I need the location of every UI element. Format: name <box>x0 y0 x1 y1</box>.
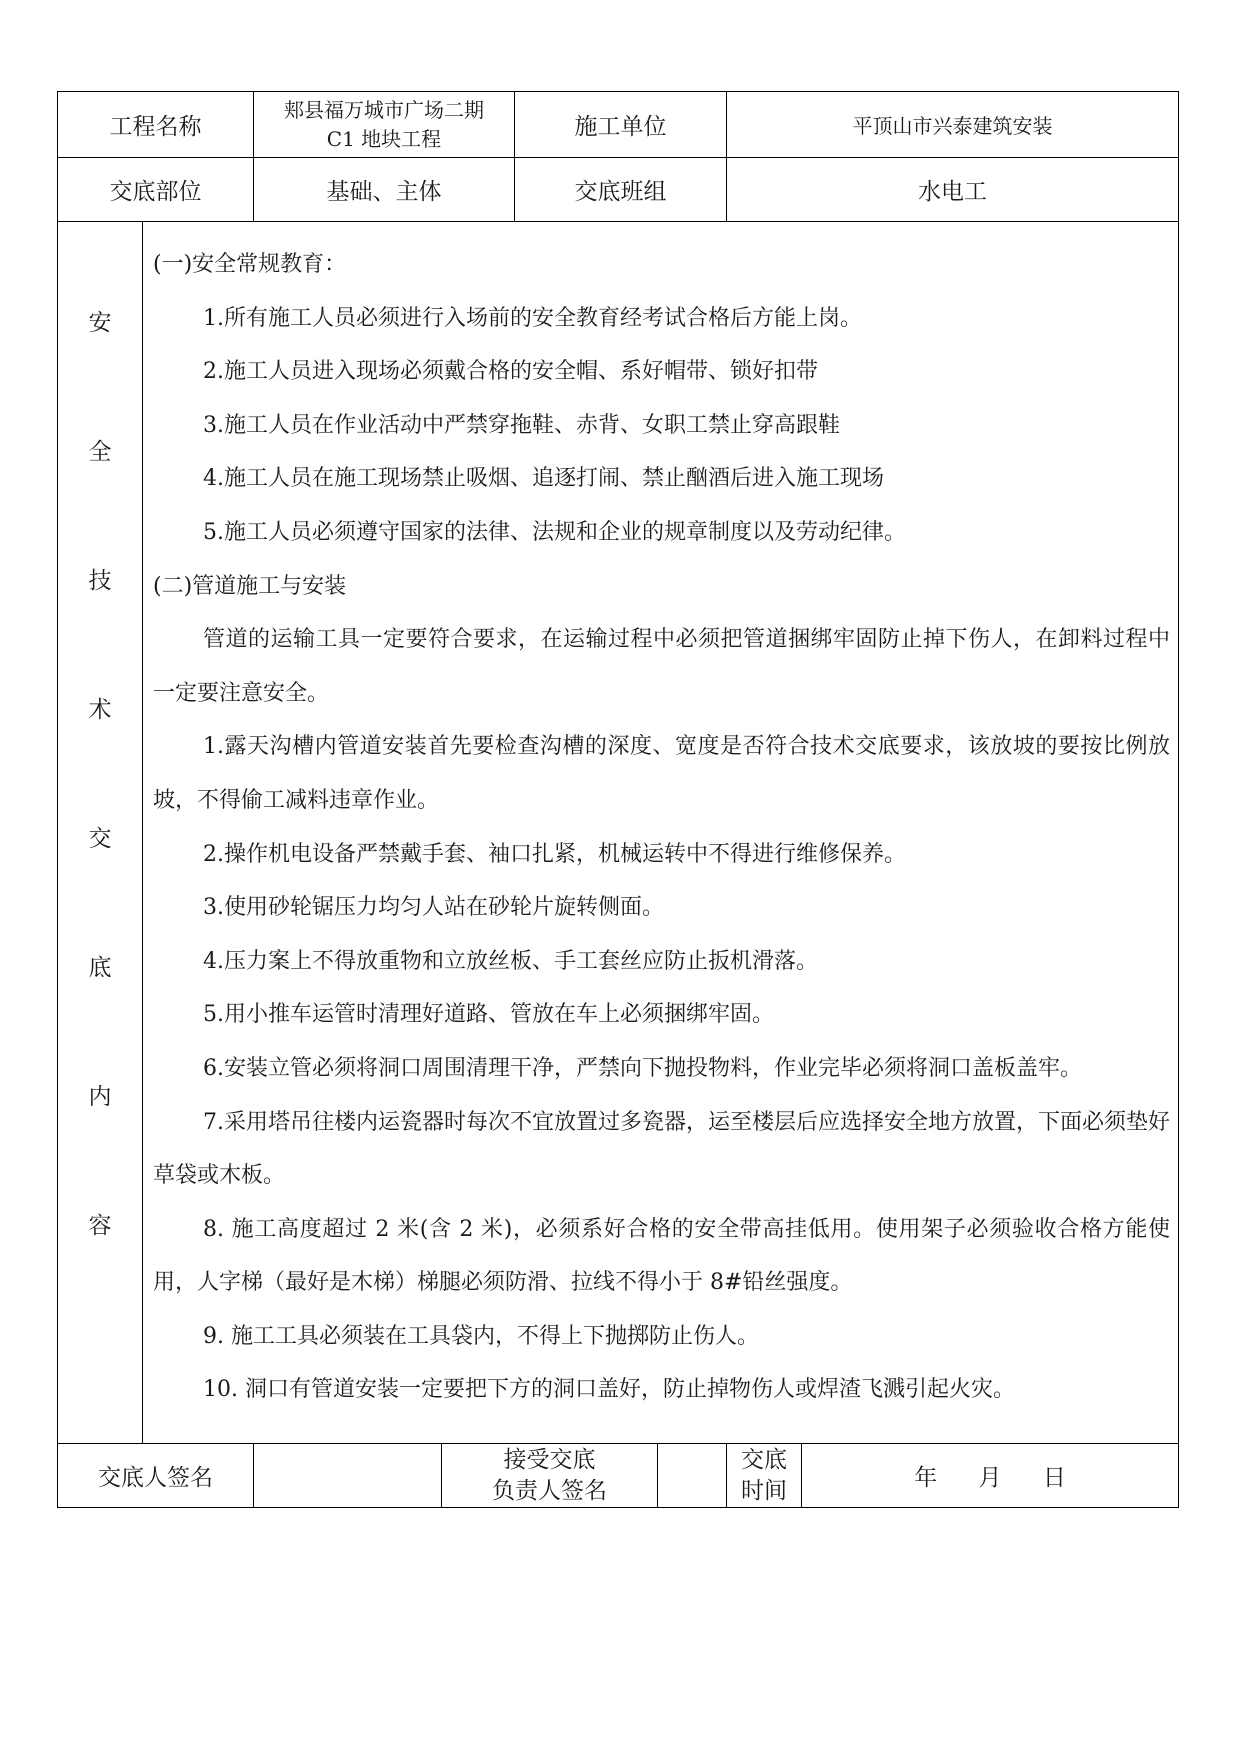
team-value: 水电工 <box>727 158 1179 222</box>
briefing-content <box>143 222 1179 1444</box>
safety-briefing-table <box>57 91 1179 1508</box>
team-label: 交底班组 <box>515 158 727 222</box>
time-label-line1: 交底 <box>741 1446 787 1473</box>
project-name-line2: C1 地块工程 <box>326 126 442 151</box>
section-heading-general: (一)安全常规教育： <box>153 252 347 277</box>
pipe-safety-item: 3.使用砂轮锯压力均匀人站在砂轮片旋转侧面。 <box>203 895 664 921</box>
section-label-char: 容 <box>88 1213 112 1239</box>
contractor-value: 平顶山市兴泰建筑安装 <box>727 92 1179 158</box>
section-heading-pipe: (二)管道施工与安装 <box>153 573 347 599</box>
briefing-time-label <box>727 1444 802 1508</box>
project-name-value <box>254 92 515 158</box>
general-safety-list <box>153 292 1170 560</box>
section-vertical-label <box>58 222 143 1444</box>
section-label-char: 交 <box>88 826 112 852</box>
receiver-sign-field[interactable] <box>658 1444 727 1508</box>
pipe-safety-item: 5.用小推车运管时清理好道路、管放在车上必须捆绑牢固。 <box>203 1002 774 1028</box>
pipe-safety-item: 8. 施工高度超过 2 米(含 2 米)，必须系好合格的安全带高挂低用。使用架子必须验收合格方能使用，人字梯（最好是木梯）梯腿必须防滑、拉线不得小于 8#铅丝强度。 <box>153 1216 1170 1296</box>
section-label-chars <box>58 222 142 1342</box>
section-label-char: 技 <box>88 568 112 594</box>
issuer-sign-label: 交底人签名 <box>58 1444 254 1508</box>
header-row-location <box>58 158 1179 222</box>
pipe-safety-item: 2.操作机电设备严禁戴手套、袖口扎紧，机械运转中不得进行维修保养。 <box>203 841 906 867</box>
pipe-safety-item: 9. 施工工具必须装在工具袋内，不得上下抛掷防止伤人。 <box>203 1323 759 1349</box>
content-row <box>58 222 1179 1444</box>
pipe-safety-list <box>153 720 1170 1417</box>
time-label-line2: 时间 <box>741 1477 787 1504</box>
receiver-label-line1: 接受交底 <box>503 1446 596 1473</box>
briefing-date-field[interactable] <box>802 1444 1179 1508</box>
section-label-char: 内 <box>88 1084 112 1110</box>
header-row-project <box>58 92 1179 158</box>
pipe-safety-item: 4.压力案上不得放重物和立放丝板、手工套丝应防止扳机滑落。 <box>203 948 818 974</box>
general-safety-item: 2.施工人员进入现场必须戴合格的安全帽、系好帽带、锁好扣带 <box>203 359 818 385</box>
general-safety-item: 4.施工人员在施工现场禁止吸烟、追逐打闹、禁止酗酒后进入施工现场 <box>203 466 884 492</box>
date-day: 日 <box>1042 1465 1066 1492</box>
date-year: 年 <box>914 1465 938 1492</box>
section-label-char: 术 <box>88 697 112 723</box>
general-safety-item: 3.施工人员在作业活动中严禁穿拖鞋、赤背、女职工禁止穿高跟鞋 <box>203 412 840 438</box>
pipe-safety-item: 6.安装立管必须将洞口周围清理干净，严禁向下抛投物料，作业完毕必须将洞口盖板盖牢。 <box>203 1055 1082 1081</box>
general-safety-item: 1.所有施工人员必须进行入场前的安全教育经考试合格后方能上岗。 <box>203 305 862 331</box>
location-value: 基础、主体 <box>254 158 515 222</box>
pipe-safety-item: 7.采用塔吊往楼内运瓷器时每次不宜放置过多瓷器，运至楼层后应选择安全地方放置，下面必须垫好草袋或木板。 <box>153 1109 1170 1189</box>
receiver-label-line2: 负责人签名 <box>492 1477 607 1504</box>
section-label-char: 底 <box>88 955 112 981</box>
pipe-intro-paragraph: 管道的运输工具一定要符合要求，在运输过程中必须把管道捆绑牢固防止掉下伤人，在卸料过程中一定要注意安全。 <box>153 627 1170 706</box>
general-safety-item: 5.施工人员必须遵守国家的法律、法规和企业的规章制度以及劳动纪律。 <box>203 519 906 545</box>
project-name-line1: 郏县福万城市广场二期 <box>284 97 484 122</box>
location-label: 交底部位 <box>58 158 254 222</box>
contractor-label: 施工单位 <box>515 92 727 158</box>
section-label-char: 安 <box>88 310 112 336</box>
signature-row <box>58 1444 1179 1508</box>
project-name-label: 工程名称 <box>58 92 254 158</box>
section-label-char: 全 <box>88 439 112 465</box>
pipe-safety-item: 10. 洞口有管道安装一定要把下方的洞口盖好，防止掉物伤人或焊渣飞溅引起火灾。 <box>203 1377 1015 1403</box>
date-month: 月 <box>978 1465 1002 1492</box>
pipe-safety-item: 1.露天沟槽内管道安装首先要检查沟槽的深度、宽度是否符合技术交底要求，该放坡的要按比例放坡，不得偷工减料违章作业。 <box>153 734 1170 813</box>
issuer-sign-field[interactable] <box>254 1444 442 1508</box>
receiver-sign-label <box>442 1444 658 1508</box>
